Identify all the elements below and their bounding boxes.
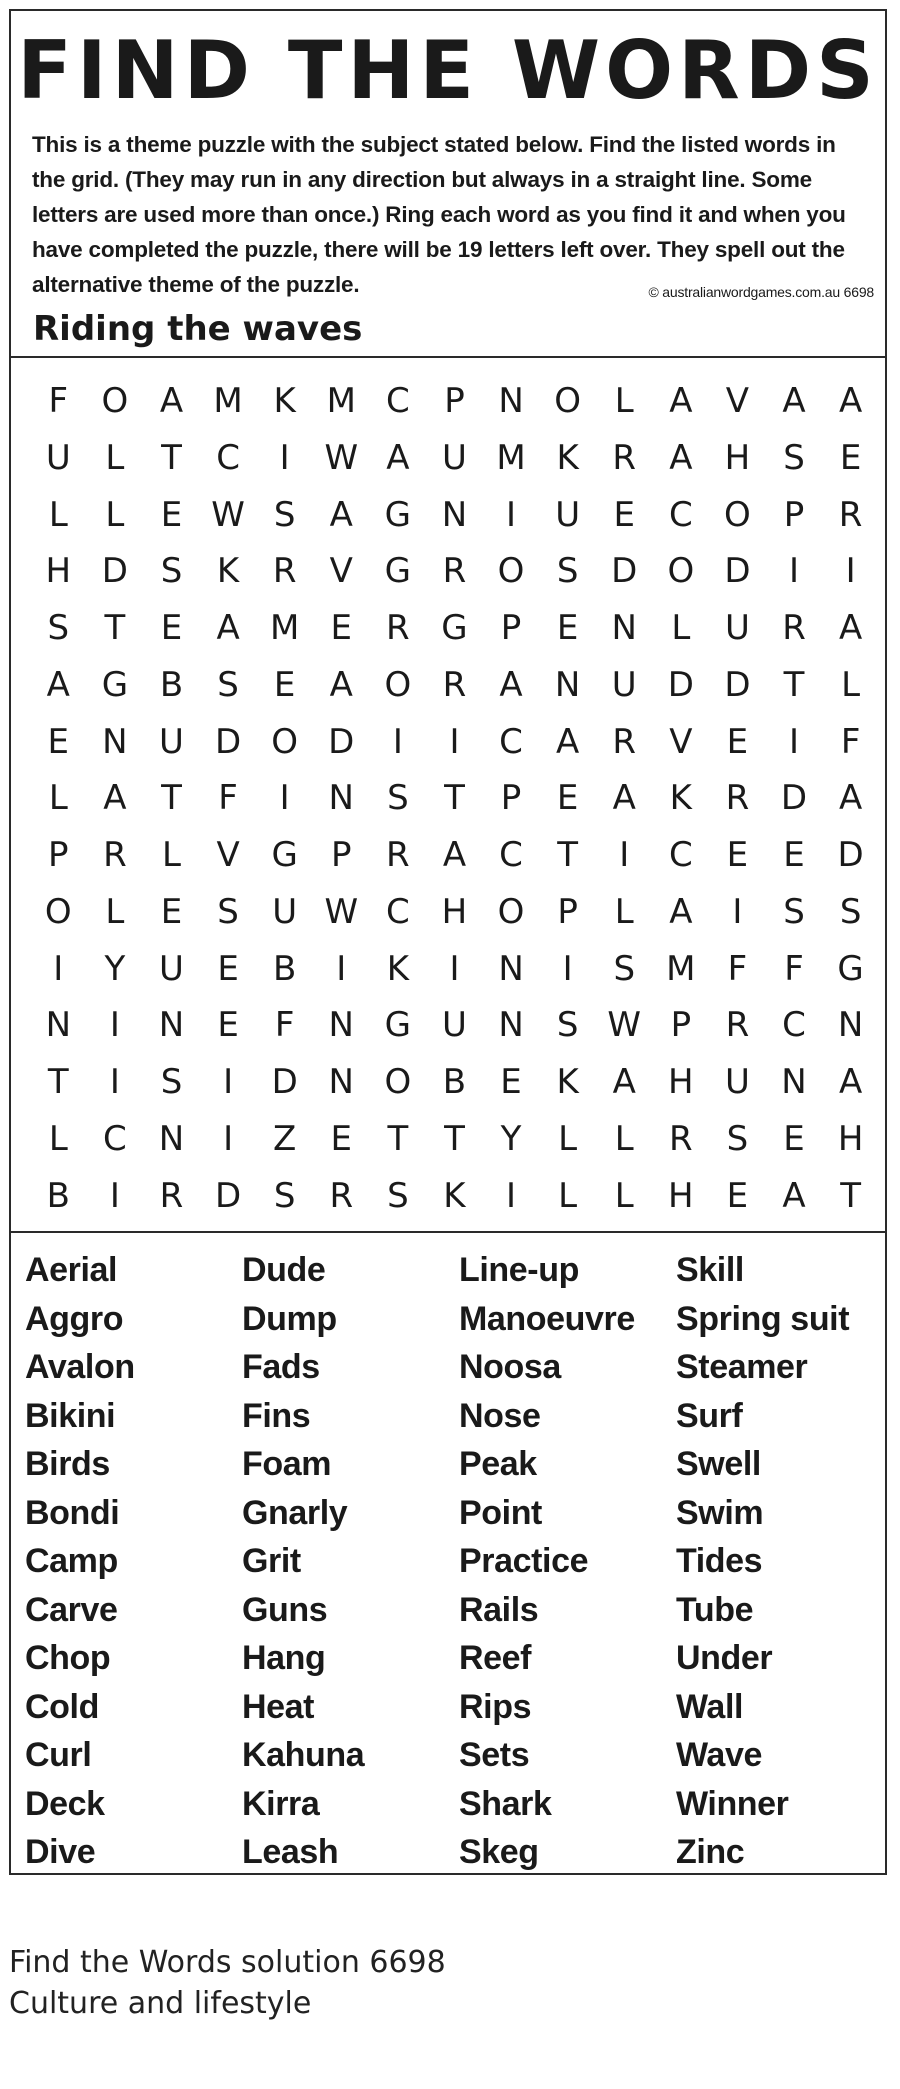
grid-cell[interactable]: I bbox=[506, 1175, 517, 1216]
grid-cell[interactable]: C bbox=[668, 835, 693, 875]
word-list-item: Rips bbox=[459, 1687, 532, 1726]
grid-cell[interactable]: H bbox=[837, 1118, 864, 1159]
grid-cell[interactable]: K bbox=[556, 437, 579, 478]
grid-cell[interactable]: M bbox=[326, 381, 356, 421]
grid-cell[interactable]: S bbox=[273, 1175, 296, 1216]
grid-cell[interactable]: I bbox=[109, 1062, 120, 1102]
word-list-item: Dude bbox=[242, 1251, 326, 1289]
word-list-item: Bikini bbox=[25, 1396, 116, 1435]
grid-cell[interactable]: N bbox=[781, 1062, 807, 1102]
divider-top bbox=[11, 356, 885, 358]
grid-cell[interactable]: B bbox=[273, 948, 297, 989]
grid-cell[interactable]: D bbox=[214, 721, 242, 762]
word-list bbox=[25, 1246, 885, 1877]
grid-cell[interactable]: S bbox=[217, 891, 239, 932]
grid-cell[interactable]: T bbox=[387, 1118, 409, 1159]
grid-cell[interactable]: W bbox=[211, 494, 245, 535]
grid-cell[interactable]: R bbox=[386, 835, 410, 875]
grid-cell[interactable]: G bbox=[384, 551, 412, 592]
footer-solution-label: Find the Words solution 6698 bbox=[9, 1945, 446, 1980]
word-list-item: Skeg bbox=[459, 1833, 539, 1871]
grid-cell[interactable]: E bbox=[160, 891, 183, 932]
grid-cell[interactable]: D bbox=[271, 1062, 298, 1102]
grid-cell[interactable]: N bbox=[328, 1005, 354, 1046]
grid-cell[interactable]: G bbox=[837, 948, 864, 989]
grid-cell[interactable]: C bbox=[499, 835, 523, 875]
grid-cell[interactable]: S bbox=[783, 891, 805, 932]
grid-cell[interactable]: C bbox=[385, 891, 410, 932]
grid-cell[interactable]: P bbox=[331, 835, 352, 875]
credit-line: © australianwordgames.com.au 6698 bbox=[648, 284, 874, 300]
grid-cell[interactable]: N bbox=[837, 1005, 864, 1046]
grid-cell[interactable]: E bbox=[330, 608, 352, 648]
grid-cell[interactable]: W bbox=[324, 437, 359, 478]
word-list-item: Peak bbox=[459, 1445, 537, 1483]
word-list-item: Nose bbox=[459, 1396, 541, 1435]
grid-cell[interactable]: U bbox=[442, 1005, 467, 1046]
word-list-item: Heat bbox=[242, 1687, 315, 1726]
grid-cell[interactable]: S bbox=[160, 1062, 183, 1102]
grid-cell[interactable]: D bbox=[724, 551, 751, 592]
grid-cell[interactable]: D bbox=[724, 664, 751, 705]
grid-cell[interactable]: I bbox=[619, 835, 630, 875]
grid-cell[interactable]: V bbox=[725, 381, 750, 421]
grid-cell[interactable]: E bbox=[556, 778, 579, 819]
word-list-item: Winner bbox=[676, 1784, 789, 1823]
grid-cell[interactable]: L bbox=[162, 835, 181, 875]
grid-cell[interactable]: D bbox=[328, 721, 355, 762]
grid-cell[interactable]: I bbox=[392, 721, 403, 762]
instructions-block bbox=[32, 127, 874, 310]
word-list-item: Zinc bbox=[676, 1833, 745, 1871]
grid-cell[interactable]: U bbox=[442, 437, 467, 478]
grid-cell[interactable]: P bbox=[557, 891, 578, 932]
word-list-item: Camp bbox=[25, 1542, 118, 1580]
grid-cell[interactable]: V bbox=[669, 721, 693, 762]
grid-cell[interactable]: B bbox=[46, 1175, 70, 1216]
grid-cell[interactable]: I bbox=[336, 948, 347, 989]
grid-cell[interactable]: S bbox=[556, 551, 579, 592]
grid-cell[interactable]: S bbox=[47, 608, 70, 648]
grid-cell[interactable]: Y bbox=[104, 948, 126, 989]
grid-cell[interactable]: O bbox=[497, 551, 525, 592]
grid-cell[interactable]: K bbox=[273, 381, 296, 421]
word-list-item: Aerial bbox=[25, 1251, 118, 1289]
grid-cell[interactable]: V bbox=[329, 551, 353, 592]
word-list-item: Reef bbox=[459, 1639, 532, 1677]
grid-cell[interactable]: N bbox=[328, 778, 354, 819]
grid-cell[interactable]: S bbox=[839, 891, 862, 932]
grid-cell[interactable]: E bbox=[839, 437, 862, 478]
grid-cell[interactable]: R bbox=[159, 1175, 184, 1216]
grid-cell[interactable]: R bbox=[838, 494, 863, 535]
grid-cell[interactable]: L bbox=[614, 1175, 634, 1216]
grid-cell[interactable]: A bbox=[838, 778, 863, 819]
grid-cell[interactable]: L bbox=[614, 891, 634, 932]
grid-cell[interactable]: E bbox=[160, 608, 183, 648]
grid-cell[interactable]: T bbox=[840, 1175, 861, 1216]
grid-cell[interactable]: R bbox=[725, 1005, 750, 1046]
grid-cell[interactable]: E bbox=[160, 494, 183, 535]
grid-cell[interactable]: N bbox=[158, 1005, 185, 1046]
puzzle-subject: Riding the waves bbox=[33, 309, 363, 349]
grid-cell[interactable]: F bbox=[274, 1005, 295, 1046]
grid-cell[interactable]: F bbox=[218, 778, 238, 819]
word-list-item: Under bbox=[676, 1639, 773, 1677]
grid-cell[interactable]: E bbox=[726, 721, 749, 762]
grid-cell[interactable]: I bbox=[449, 948, 460, 989]
grid-cell[interactable]: U bbox=[611, 664, 637, 705]
grid-cell[interactable]: R bbox=[612, 437, 637, 478]
grid-cell[interactable]: R bbox=[272, 551, 297, 592]
grid-cell[interactable]: V bbox=[216, 835, 240, 875]
grid-cell[interactable]: K bbox=[669, 778, 692, 819]
word-list-item: Skill bbox=[676, 1251, 744, 1289]
word-list-item: Surf bbox=[676, 1396, 743, 1435]
grid-cell[interactable]: D bbox=[214, 1175, 242, 1216]
grid-cell[interactable]: I bbox=[109, 1175, 120, 1216]
grid-cell[interactable]: A bbox=[216, 608, 240, 648]
grid-cell[interactable]: T bbox=[47, 1062, 69, 1102]
instructions-text: This is a theme puzzle with the subject stated below. Find the listed words in the grid. (They may run in any direction but always in a straight line. Some letters are used more than once.) Ring each word as you find it and when you have completed the puzzle, there will be 19 letters left over. They spell out the alternative theme of the puzzle. bbox=[32, 132, 846, 297]
puzzle-title: FIND THE WORDS bbox=[17, 24, 879, 117]
word-list-item: Shark bbox=[459, 1784, 552, 1823]
grid-cell[interactable]: S bbox=[613, 948, 636, 989]
grid-cell[interactable]: O bbox=[667, 551, 695, 592]
grid-cell[interactable]: U bbox=[159, 721, 184, 762]
word-list-item: Avalon bbox=[25, 1348, 135, 1386]
grid-cell[interactable]: D bbox=[780, 778, 808, 819]
grid-cell[interactable]: A bbox=[669, 381, 693, 421]
grid-cell[interactable]: R bbox=[669, 1118, 693, 1159]
word-list-item: Tube bbox=[676, 1590, 754, 1629]
word-list-item: Swim bbox=[676, 1493, 764, 1532]
grid-cell[interactable]: P bbox=[500, 608, 522, 648]
grid-cell[interactable]: C bbox=[499, 721, 523, 762]
grid-cell[interactable]: R bbox=[782, 608, 806, 648]
word-list-item: Grit bbox=[242, 1542, 301, 1580]
grid-cell[interactable]: E bbox=[217, 948, 239, 989]
grid-cell[interactable]: I bbox=[223, 1118, 234, 1159]
grid-cell[interactable]: R bbox=[612, 721, 637, 762]
word-list-item: Fins bbox=[242, 1396, 311, 1435]
grid-cell[interactable]: R bbox=[386, 608, 410, 648]
grid-cell[interactable]: A bbox=[782, 381, 806, 421]
grid-cell[interactable]: D bbox=[667, 664, 694, 705]
grid-cell[interactable]: L bbox=[48, 494, 68, 535]
grid-cell[interactable]: A bbox=[838, 608, 863, 648]
grid-cell[interactable]: U bbox=[724, 608, 750, 648]
word-list-item: Point bbox=[459, 1493, 542, 1532]
grid-cell[interactable]: E bbox=[726, 835, 749, 875]
word-list-item: Dump bbox=[242, 1299, 337, 1338]
grid-cell[interactable]: A bbox=[159, 381, 184, 421]
grid-cell[interactable]: I bbox=[789, 721, 800, 762]
grid-cell[interactable]: O bbox=[271, 721, 299, 762]
grid-cell[interactable]: M bbox=[213, 381, 243, 421]
grid-cell[interactable]: K bbox=[216, 551, 240, 592]
word-list-item: Wall bbox=[676, 1687, 744, 1726]
grid-cell[interactable]: E bbox=[783, 835, 805, 875]
grid-cell[interactable]: C bbox=[216, 437, 240, 478]
grid-cell[interactable]: B bbox=[442, 1062, 467, 1102]
grid-cell[interactable]: T bbox=[104, 608, 126, 648]
grid-cell[interactable]: N bbox=[611, 608, 637, 648]
grid-cell[interactable]: S bbox=[387, 1175, 409, 1216]
grid-cell[interactable]: T bbox=[444, 1118, 465, 1159]
grid-cell[interactable]: I bbox=[506, 494, 517, 535]
grid-cell[interactable]: U bbox=[159, 948, 184, 989]
grid-cell[interactable]: M bbox=[666, 948, 696, 989]
grid-cell[interactable]: D bbox=[837, 835, 864, 875]
grid-cell[interactable]: G bbox=[271, 835, 298, 875]
grid-cell[interactable]: W bbox=[607, 1005, 642, 1046]
grid-cell[interactable]: L bbox=[48, 1118, 68, 1159]
grid-cell[interactable]: W bbox=[324, 891, 359, 932]
grid-cell[interactable]: A bbox=[103, 778, 127, 819]
word-list-item: Carve bbox=[25, 1590, 118, 1629]
grid-cell[interactable]: N bbox=[45, 1005, 72, 1046]
grid-cell[interactable]: A bbox=[782, 1175, 806, 1216]
grid-cell[interactable]: T bbox=[161, 778, 182, 819]
grid-cell[interactable]: G bbox=[441, 608, 468, 648]
grid-cell[interactable]: T bbox=[444, 778, 465, 819]
grid-cell[interactable]: F bbox=[48, 381, 69, 421]
word-list-item: Line-up bbox=[459, 1251, 579, 1289]
word-list-item: Tides bbox=[676, 1542, 763, 1580]
grid-cell[interactable]: S bbox=[217, 664, 239, 705]
grid-cell[interactable]: O bbox=[724, 494, 751, 535]
grid-cell[interactable]: P bbox=[500, 778, 522, 819]
word-list-item: Hang bbox=[242, 1639, 326, 1677]
word-list-item: Guns bbox=[242, 1590, 328, 1629]
grid-cell[interactable]: C bbox=[782, 1005, 806, 1046]
grid-cell[interactable]: N bbox=[554, 664, 581, 705]
grid-cell[interactable]: A bbox=[499, 664, 523, 705]
word-list-item: Cold bbox=[25, 1687, 99, 1726]
word-list-item: Noosa bbox=[459, 1348, 561, 1386]
grid-cell[interactable]: E bbox=[330, 1118, 352, 1159]
grid-cell[interactable]: M bbox=[270, 608, 300, 648]
grid-cell[interactable]: I bbox=[53, 948, 64, 989]
grid-cell[interactable]: C bbox=[668, 494, 693, 535]
grid-cell[interactable]: O bbox=[44, 891, 72, 932]
grid-cell[interactable]: A bbox=[46, 664, 70, 705]
grid-cell[interactable]: A bbox=[386, 437, 410, 478]
grid-cell[interactable]: R bbox=[442, 664, 467, 705]
grid-cell[interactable]: A bbox=[669, 891, 693, 932]
grid-cell[interactable]: L bbox=[48, 778, 68, 819]
grid-cell[interactable]: A bbox=[556, 721, 580, 762]
word-list-item: Rails bbox=[459, 1590, 539, 1629]
grid-cell[interactable]: I bbox=[845, 551, 856, 592]
grid-cell[interactable]: A bbox=[329, 494, 353, 535]
grid-cell[interactable]: S bbox=[556, 1005, 579, 1046]
word-list-item: Aggro bbox=[25, 1299, 124, 1338]
grid-cell[interactable]: C bbox=[385, 381, 410, 421]
grid-cell[interactable]: N bbox=[158, 1118, 185, 1159]
grid-cell[interactable]: N bbox=[441, 494, 468, 535]
footer-category-label: Culture and lifestyle bbox=[9, 1986, 312, 2021]
grid-cell[interactable]: H bbox=[441, 891, 468, 932]
grid-cell[interactable]: R bbox=[725, 778, 750, 819]
grid-cell[interactable]: O bbox=[384, 664, 412, 705]
word-list-item: Bondi bbox=[25, 1493, 120, 1532]
word-list-item: Fads bbox=[242, 1348, 320, 1386]
grid-cell[interactable]: U bbox=[555, 494, 581, 535]
word-list-item: Swell bbox=[676, 1445, 761, 1483]
grid-cell[interactable]: G bbox=[101, 664, 129, 705]
grid-cell[interactable]: S bbox=[783, 437, 805, 478]
grid-cell[interactable]: G bbox=[384, 1005, 412, 1046]
grid-cell[interactable]: A bbox=[612, 1062, 636, 1102]
grid-cell[interactable]: A bbox=[442, 835, 467, 875]
grid-cell[interactable]: K bbox=[556, 1062, 579, 1102]
grid-cell[interactable]: L bbox=[105, 891, 125, 932]
word-list-item: Wave bbox=[676, 1736, 762, 1774]
grid-cell[interactable]: C bbox=[103, 1118, 127, 1159]
grid-cell[interactable]: L bbox=[105, 494, 125, 535]
grid-cell[interactable]: O bbox=[554, 381, 582, 421]
grid-cell[interactable]: T bbox=[783, 664, 805, 705]
grid-cell[interactable]: R bbox=[103, 835, 127, 875]
grid-cell[interactable]: I bbox=[789, 551, 800, 592]
grid-cell[interactable]: E bbox=[500, 1062, 522, 1102]
grid-cell[interactable]: G bbox=[384, 494, 412, 535]
grid-cell[interactable]: A bbox=[838, 1062, 863, 1102]
grid-cell[interactable]: E bbox=[726, 1175, 749, 1216]
grid-cell[interactable]: I bbox=[223, 1062, 234, 1102]
grid-cell[interactable]: R bbox=[442, 551, 467, 592]
grid-cell[interactable]: S bbox=[273, 494, 296, 535]
word-list-item: Steamer bbox=[676, 1348, 808, 1386]
grid-cell[interactable]: L bbox=[614, 381, 634, 421]
grid-cell[interactable]: E bbox=[217, 1005, 239, 1046]
grid-cell[interactable]: P bbox=[670, 1005, 692, 1046]
grid-cell[interactable]: S bbox=[387, 778, 409, 819]
grid-cell[interactable]: U bbox=[45, 437, 71, 478]
grid-cell[interactable]: D bbox=[101, 551, 128, 592]
grid-cell[interactable]: A bbox=[612, 778, 636, 819]
grid-cell[interactable]: O bbox=[101, 381, 129, 421]
word-list-item: Curl bbox=[25, 1736, 92, 1774]
grid-cell[interactable]: I bbox=[279, 437, 290, 478]
grid-cell[interactable]: N bbox=[328, 1062, 354, 1102]
grid-cell[interactable]: H bbox=[724, 437, 751, 478]
grid-cell[interactable]: N bbox=[102, 721, 128, 762]
grid-cell[interactable]: N bbox=[498, 381, 524, 421]
grid-cell[interactable]: I bbox=[562, 948, 573, 989]
grid-cell[interactable]: E bbox=[273, 664, 296, 705]
grid-cell[interactable]: L bbox=[671, 608, 691, 648]
grid-cell[interactable]: P bbox=[48, 835, 69, 875]
word-list-item: Kahuna bbox=[242, 1736, 365, 1774]
grid-cell[interactable]: N bbox=[498, 948, 524, 989]
grid-cell[interactable]: I bbox=[732, 891, 743, 932]
grid-cell[interactable]: R bbox=[329, 1175, 354, 1216]
letter-grid bbox=[30, 373, 880, 1224]
grid-cell[interactable]: M bbox=[496, 437, 526, 478]
grid-cell[interactable]: E bbox=[47, 721, 70, 762]
grid-cell[interactable]: P bbox=[783, 494, 805, 535]
grid-cell[interactable]: T bbox=[161, 437, 182, 478]
word-list-item: Gnarly bbox=[242, 1493, 348, 1532]
grid-cell[interactable]: S bbox=[160, 551, 183, 592]
word-list-item: Leash bbox=[242, 1833, 339, 1871]
word-list-item: Birds bbox=[25, 1445, 110, 1483]
grid-cell[interactable]: H bbox=[45, 551, 72, 592]
grid-cell[interactable]: D bbox=[611, 551, 638, 592]
word-list-item: Manoeuvre bbox=[459, 1299, 635, 1338]
grid-cell[interactable]: H bbox=[668, 1062, 694, 1102]
word-list-item: Deck bbox=[25, 1784, 105, 1823]
grid-cell[interactable]: A bbox=[329, 664, 353, 705]
grid-cell[interactable]: I bbox=[279, 778, 290, 819]
grid-cell[interactable]: O bbox=[497, 891, 525, 932]
word-list-item: Sets bbox=[459, 1736, 530, 1774]
word-list-item: Kirra bbox=[242, 1784, 320, 1823]
grid-cell[interactable]: I bbox=[109, 1005, 120, 1046]
grid-cell[interactable]: I bbox=[449, 721, 460, 762]
grid-cell[interactable]: A bbox=[669, 437, 693, 478]
word-list-item: Foam bbox=[242, 1445, 332, 1483]
grid-cell[interactable]: K bbox=[386, 948, 409, 989]
grid-cell[interactable]: L bbox=[105, 437, 125, 478]
grid-cell[interactable]: F bbox=[784, 948, 804, 989]
grid-cell[interactable]: L bbox=[558, 1118, 578, 1159]
grid-cell[interactable]: A bbox=[838, 381, 863, 421]
grid-cell[interactable]: O bbox=[384, 1062, 412, 1102]
grid-cell[interactable]: Y bbox=[500, 1118, 522, 1159]
grid-cell[interactable]: K bbox=[443, 1175, 466, 1216]
word-list-item: Practice bbox=[459, 1542, 589, 1580]
grid-cell[interactable]: L bbox=[614, 1118, 634, 1159]
word-list-item: Chop bbox=[25, 1639, 111, 1677]
grid-cell[interactable]: U bbox=[724, 1062, 750, 1102]
grid-cell[interactable]: L bbox=[841, 664, 861, 705]
grid-cell[interactable]: E bbox=[613, 494, 635, 535]
grid-cell[interactable]: B bbox=[159, 664, 184, 705]
grid-cell[interactable]: N bbox=[498, 1005, 524, 1046]
grid-cell[interactable]: S bbox=[726, 1118, 749, 1159]
word-list-item: Dive bbox=[25, 1833, 96, 1871]
grid-cell[interactable]: T bbox=[557, 835, 579, 875]
grid-cell[interactable]: H bbox=[668, 1175, 694, 1216]
grid-cell[interactable]: F bbox=[727, 948, 748, 989]
divider-bottom bbox=[11, 1231, 885, 1233]
grid-cell[interactable]: E bbox=[556, 608, 579, 648]
grid-cell[interactable]: E bbox=[783, 1118, 805, 1159]
word-list-item: Spring suit bbox=[676, 1299, 850, 1338]
grid-cell[interactable]: L bbox=[558, 1175, 578, 1216]
grid-cell[interactable]: Z bbox=[273, 1118, 297, 1159]
grid-cell[interactable]: F bbox=[840, 721, 861, 762]
puzzle-frame bbox=[9, 9, 887, 1875]
grid-cell[interactable]: P bbox=[444, 381, 465, 421]
grid-cell[interactable]: U bbox=[272, 891, 298, 932]
